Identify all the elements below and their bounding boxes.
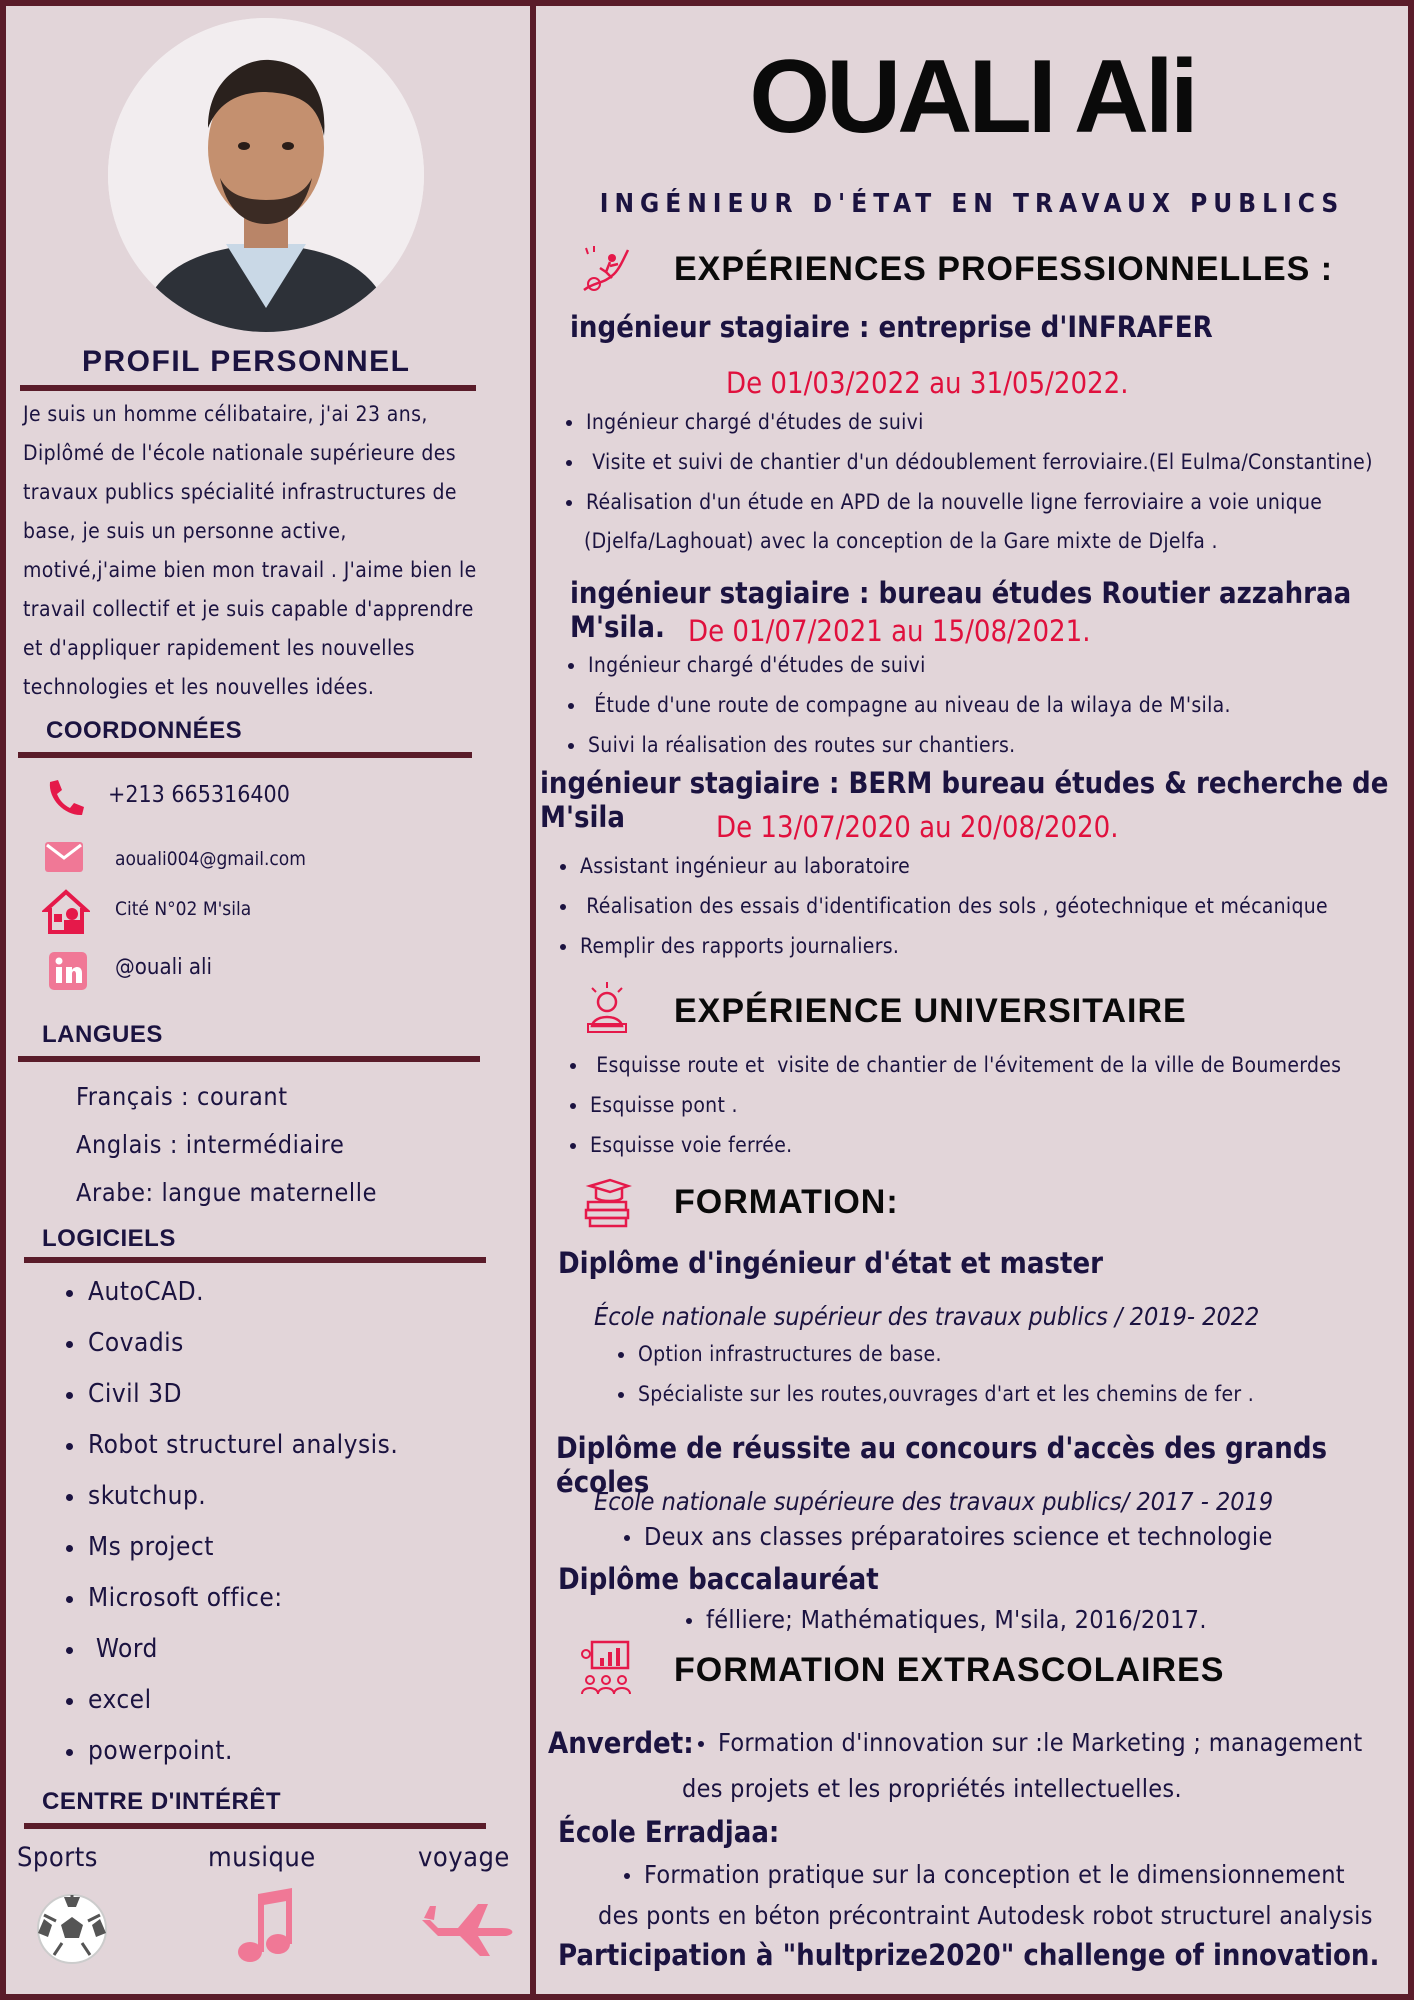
contact-heading: COORDONNÉES (46, 717, 243, 744)
profile-heading: PROFIL PERSONNEL (82, 345, 411, 378)
presentation-icon (578, 1640, 632, 1700)
participation-line: Participation à "hultprize2020" challenge of innovation. (558, 1938, 1380, 1972)
books-icon (582, 1176, 632, 1234)
job-bullet-continuation: (Djelfa/Laghouat) avec la conception de la Gare mixte de Djelfa . (584, 529, 1218, 553)
diploma-bullet: Spécialiste sur les routes,ouvrages d'art et les chemins de fer . (618, 1382, 1254, 1406)
interest-sports: Sports (17, 1842, 98, 1873)
linkedin-icon (49, 952, 87, 994)
profile-line: Diplômé de l'école nationale supérieure des (23, 441, 456, 465)
language-item: Français : courant (76, 1082, 288, 1111)
climber-icon (580, 244, 632, 300)
job-bullet: Remplir des rapports journaliers. (560, 934, 899, 958)
experience-heading: EXPÉRIENCES PROFESSIONNELLES : (674, 250, 1334, 288)
university-bullet: Esquisse route et visite de chantier de l'évitement de la ville de Boumerdes (570, 1053, 1341, 1077)
software-rule (24, 1257, 486, 1263)
interest-music: musique (208, 1842, 316, 1873)
job-bullet: Réalisation des essais d'identification des sols , géotechnique et mécanique (560, 894, 1328, 918)
job-bullet: Ingénieur chargé d'études de suivi (568, 653, 926, 677)
job-dates-1: De 01/03/2022 au 31/05/2022. (726, 366, 1129, 400)
linkedin-handle[interactable]: @ouali ali (115, 955, 212, 980)
profile-line: motivé,j'aime bien mon travail . J'aime bien le (23, 558, 477, 582)
job-bullet: Assistant ingénieur au laboratoire (560, 854, 910, 878)
erradjaa-line-2: des ponts en béton précontraint Autodesk robot structurel analysis (598, 1901, 1373, 1930)
diploma-title-3: Diplôme baccalauréat (558, 1562, 879, 1596)
anverdet-line-2: des projets et les propriétés intellectuelles. (682, 1774, 1182, 1803)
job-bullet: Suivi la réalisation des routes sur chantiers. (568, 733, 1015, 757)
software-item: Word (60, 1624, 520, 1675)
diploma-title-2: Diplôme de réussite au concours d'accès des grands écoles (556, 1431, 1328, 1499)
job-dates-3: De 13/07/2020 au 20/08/2020. (716, 810, 1119, 844)
job-bullet: Réalisation d'un étude en APD de la nouvelle ligne ferroviaire a voie unique (566, 490, 1322, 514)
university-bullet: Esquisse voie ferrée. (570, 1133, 792, 1157)
interest-travel: voyage (418, 1842, 510, 1873)
job-dates-2: De 01/07/2021 au 15/08/2021. (688, 614, 1091, 648)
job-title-3: ingénieur stagiaire : BERM bureau études & recherche de M'sila (540, 766, 1389, 834)
profile-text (23, 395, 523, 707)
column-divider (530, 0, 536, 2000)
interests-heading: CENTRE D'INTÉRÊT (42, 1788, 282, 1815)
job-bullet: Étude d'une route de compagne au niveau de la wilaya de M'sila. (568, 693, 1231, 717)
phone-number[interactable]: +213 665316400 (108, 782, 290, 808)
candidate-name: OUALI Ali (749, 39, 1195, 155)
software-item: Microsoft office: (60, 1573, 520, 1624)
software-item: Civil 3D (60, 1369, 520, 1420)
university-heading: EXPÉRIENCE UNIVERSITAIRE (674, 992, 1187, 1030)
interests-rule (24, 1823, 486, 1829)
erradjaa-label: École Erradjaa: (558, 1815, 780, 1849)
software-heading: LOGICIELS (42, 1225, 176, 1252)
profile-line: et d'appliquer rapidement les nouvelles (23, 636, 415, 660)
diploma-school-1: École nationale supérieur des travaux publics / 2019- 2022 (594, 1302, 1260, 1331)
profile-line: Je suis un homme célibataire, j'ai 23 ans, (23, 402, 428, 426)
diploma-school-2: École nationale supérieure des travaux publics/ 2017 - 2019 (594, 1487, 1274, 1516)
erradjaa-line: Formation pratique sur la conception et le dimensionnement (624, 1860, 1345, 1889)
language-item: Arabe: langue maternelle (76, 1178, 378, 1207)
phone-icon (44, 778, 86, 822)
language-item: Anglais : intermédiaire (76, 1130, 345, 1159)
diploma-bullet: félliere; Mathématiques, M'sila, 2016/2017. (686, 1605, 1207, 1634)
software-item: Robot structurel analysis. (60, 1420, 520, 1471)
soccer-ball-icon (36, 1893, 108, 1969)
software-item: Covadis (60, 1318, 520, 1369)
diploma-bullet: Option infrastructures de base. (618, 1342, 942, 1366)
anverdet-line: Formation d'innovation sur :le Marketing ; management (698, 1728, 1362, 1757)
diploma-title-1: Diplôme d'ingénieur d'état et master (558, 1246, 1104, 1280)
profile-line: technologies et les nouvelles idées. (23, 675, 375, 699)
software-item: AutoCAD. (60, 1267, 520, 1318)
address-text: Cité N°02 M'sila (115, 898, 252, 920)
software-item: skutchup. (60, 1471, 520, 1522)
profile-line: base, je suis un personne active, (23, 519, 347, 543)
contact-rule (18, 752, 472, 758)
job-title: INGÉNIEUR D'ÉTAT EN TRAVAUX PUBLICS (599, 189, 1345, 219)
profile-line: travail collectif et je suis capable d'apprendre (23, 597, 474, 621)
music-note-icon (236, 1886, 292, 1970)
university-bullet: Esquisse pont . (570, 1093, 738, 1117)
software-item: excel (60, 1675, 520, 1726)
software-item: Ms project (60, 1522, 520, 1573)
diploma-bullet: Deux ans classes préparatoires science et technologie (624, 1522, 1273, 1551)
languages-heading: LANGUES (42, 1021, 163, 1048)
software-item: powerpoint. (60, 1726, 520, 1777)
extra-heading: FORMATION EXTRASCOLAIRES (674, 1651, 1225, 1689)
home-icon (42, 888, 90, 940)
anverdet-label: Anverdet: (548, 1726, 694, 1760)
profile-photo (108, 18, 424, 332)
award-icon (582, 980, 632, 1038)
mail-icon (45, 842, 83, 876)
software-list (60, 1267, 520, 1777)
airplane-icon (418, 1898, 518, 1962)
job-title-1: ingénieur stagiaire : entreprise d'INFRAFER (570, 310, 1213, 344)
languages-rule (18, 1056, 480, 1062)
profile-rule (20, 385, 476, 391)
job-title-2: ingénieur stagiaire : bureau études Routier azzahraa M'sila. (570, 576, 1352, 644)
email-address[interactable]: aouali004@gmail.com (115, 848, 306, 870)
job-bullet: Ingénieur chargé d'études de suivi (566, 410, 924, 434)
education-heading: FORMATION: (674, 1183, 899, 1221)
job-bullet: Visite et suivi de chantier d'un dédoublement ferroviaire.(El Eulma/Constantine) (566, 450, 1373, 474)
profile-line: travaux publics spécialité infrastructures de (23, 480, 457, 504)
